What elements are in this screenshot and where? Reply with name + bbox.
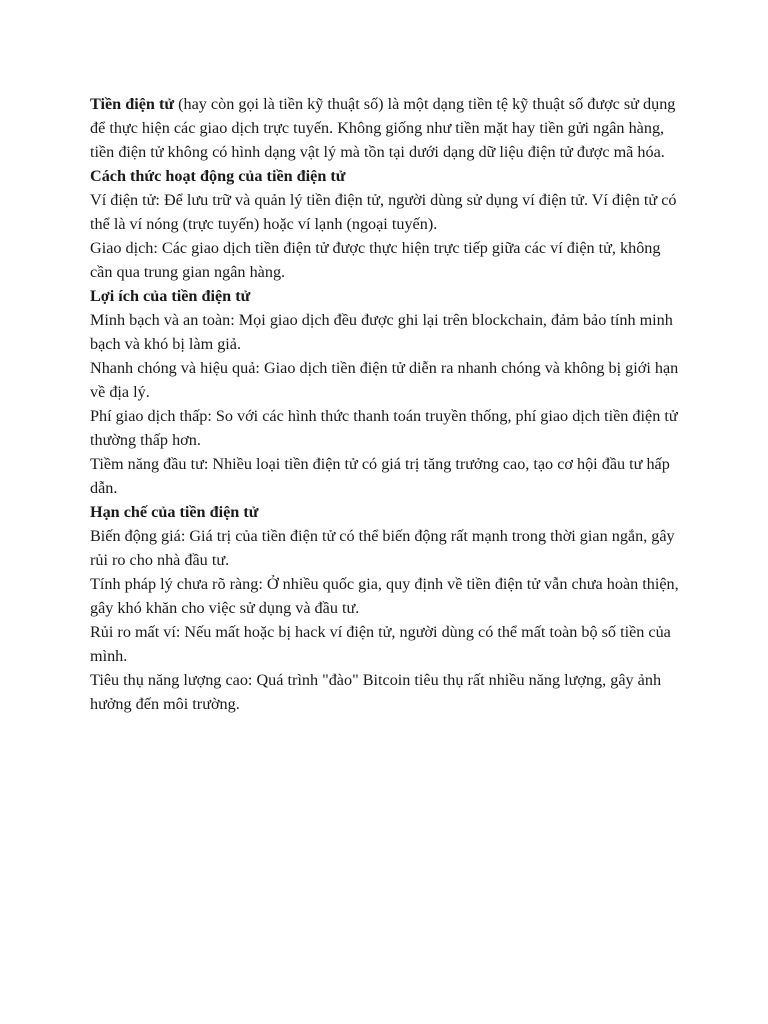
paragraph-transaction: Giao dịch: Các giao dịch tiền điện tử được thực hiện trực tiếp giữa các ví điện tử, không cần qua trung gian ngân hàng. bbox=[90, 239, 661, 281]
paragraph-low-fees: Phí giao dịch thấp: So với các hình thức thanh toán truyền thống, phí giao dịch tiền điện tử thường thấp hơn. bbox=[90, 407, 678, 449]
section-heading-limitations: Hạn chế của tiền điện tử bbox=[90, 503, 259, 521]
paragraph-energy: Tiêu thụ năng lượng cao: Quá trình "đào" Bitcoin tiêu thụ rất nhiều năng lượng, gây ảnh hưởng đến môi trường. bbox=[90, 671, 662, 713]
paragraph-volatility: Biến động giá: Giá trị của tiền điện tử có thể biến động rất mạnh trong thời gian ngắn, gây rủi ro cho nhà đầu tư. bbox=[90, 527, 675, 569]
paragraph-investment: Tiềm năng đầu tư: Nhiều loại tiền điện tử có giá trị tăng trưởng cao, tạo cơ hội đầu tư hấp dẫn. bbox=[90, 455, 670, 497]
intro-text: (hay còn gọi là tiền kỹ thuật số) là một dạng tiền tệ kỹ thuật số được sử dụng để thực hiện các giao dịch trực tuyến. Không giống như tiền mặt hay tiền gửi ngân hàng, tiền điện tử không có hình dạng vật lý mà tồn tại dưới dạng dữ liệu điện tử được mã hóa. bbox=[90, 95, 676, 161]
section-heading-how-it-works: Cách thức hoạt động của tiền điện tử bbox=[90, 167, 346, 185]
paragraph-transparency: Minh bạch và an toàn: Mọi giao dịch đều được ghi lại trên blockchain, đảm bảo tính minh bạch và khó bị làm giả. bbox=[90, 311, 673, 353]
paragraph-wallet: Ví điện tử: Để lưu trữ và quản lý tiền điện tử, người dùng sử dụng ví điện tử. Ví điện tử có thể là ví nóng (trực tuyến) hoặc ví lạnh (ngoại tuyến). bbox=[90, 191, 677, 233]
intro-paragraph bbox=[90, 92, 682, 164]
paragraph-legality: Tính pháp lý chưa rõ ràng: Ở nhiều quốc gia, quy định về tiền điện tử vẫn chưa hoàn thiện, gây khó khăn cho việc sử dụng và đầu tư. bbox=[90, 575, 679, 617]
intro-term: Tiền điện tử bbox=[90, 95, 175, 113]
paragraph-wallet-loss: Rủi ro mất ví: Nếu mất hoặc bị hack ví điện tử, người dùng có thể mất toàn bộ số tiền của mình. bbox=[90, 623, 671, 665]
paragraph-speed: Nhanh chóng và hiệu quả: Giao dịch tiền điện tử diễn ra nhanh chóng và không bị giới hạn về địa lý. bbox=[90, 359, 679, 401]
section-heading-benefits: Lợi ích của tiền điện tử bbox=[90, 287, 251, 305]
document-page bbox=[90, 92, 682, 716]
